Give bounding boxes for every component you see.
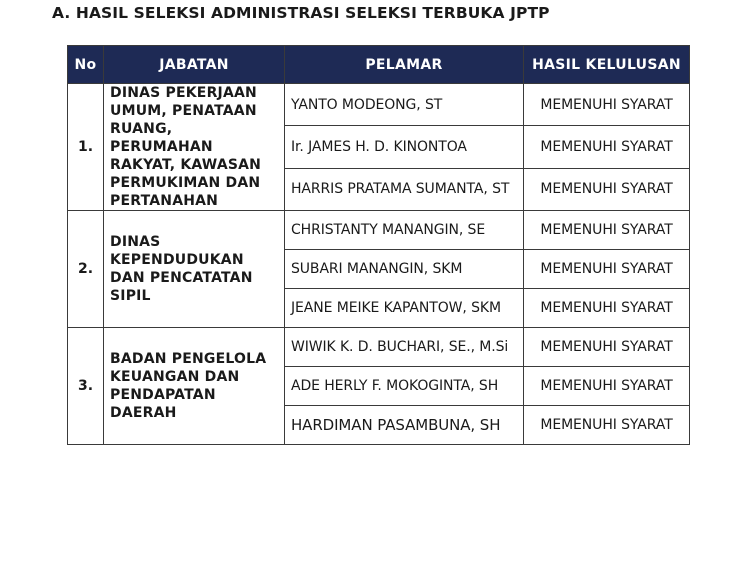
header-no: No (68, 46, 104, 84)
header-hasil-kelulusan: HASIL KELULUSAN (524, 46, 690, 84)
hasil-cell: MEMENUHI SYARAT (524, 84, 690, 126)
results-table (67, 45, 690, 445)
table-row (68, 211, 690, 250)
pelamar-cell: HARDIMAN PASAMBUNA, SH (285, 406, 524, 445)
table-row (68, 84, 690, 126)
pelamar-cell: JEANE MEIKE KAPANTOW, SKM (285, 289, 524, 328)
jabatan-cell: DINAS KEPENDUDUKAN DAN PENCATATAN SIPIL (104, 211, 285, 328)
hasil-cell: MEMENUHI SYARAT (524, 328, 690, 367)
hasil-cell: MEMENUHI SYARAT (524, 250, 690, 289)
table-row (68, 328, 690, 367)
hasil-cell: MEMENUHI SYARAT (524, 126, 690, 168)
hasil-cell: MEMENUHI SYARAT (524, 406, 690, 445)
header-jabatan: JABATAN (104, 46, 285, 84)
pelamar-cell: CHRISTANTY MANANGIN, SE (285, 211, 524, 250)
pelamar-cell: HARRIS PRATAMA SUMANTA, ST (285, 168, 524, 210)
hasil-cell: MEMENUHI SYARAT (524, 367, 690, 406)
row-number: 3. (68, 328, 104, 445)
hasil-cell: MEMENUHI SYARAT (524, 211, 690, 250)
jabatan-cell: DINAS PEKERJAAN UMUM, PENATAAN RUANG, PERUMAHAN RAKYAT, KAWASAN PERMUKIMAN DAN PERTANAHAN (104, 84, 285, 211)
pelamar-cell: SUBARI MANANGIN, SKM (285, 250, 524, 289)
row-number: 2. (68, 211, 104, 328)
page-title: A. HASIL SELEKSI ADMINISTRASI SELEKSI TERBUKA JPTP (52, 4, 550, 22)
header-pelamar: PELAMAR (285, 46, 524, 84)
hasil-cell: MEMENUHI SYARAT (524, 289, 690, 328)
jabatan-cell: BADAN PENGELOLA KEUANGAN DAN PENDAPATAN DAERAH (104, 328, 285, 445)
pelamar-cell: YANTO MODEONG, ST (285, 84, 524, 126)
hasil-cell: MEMENUHI SYARAT (524, 168, 690, 210)
pelamar-cell: WIWIK K. D. BUCHARI, SE., M.Si (285, 328, 524, 367)
table-header-row (68, 46, 690, 84)
pelamar-cell: ADE HERLY F. MOKOGINTA, SH (285, 367, 524, 406)
row-number: 1. (68, 84, 104, 211)
pelamar-cell: Ir. JAMES H. D. KINONTOA (285, 126, 524, 168)
